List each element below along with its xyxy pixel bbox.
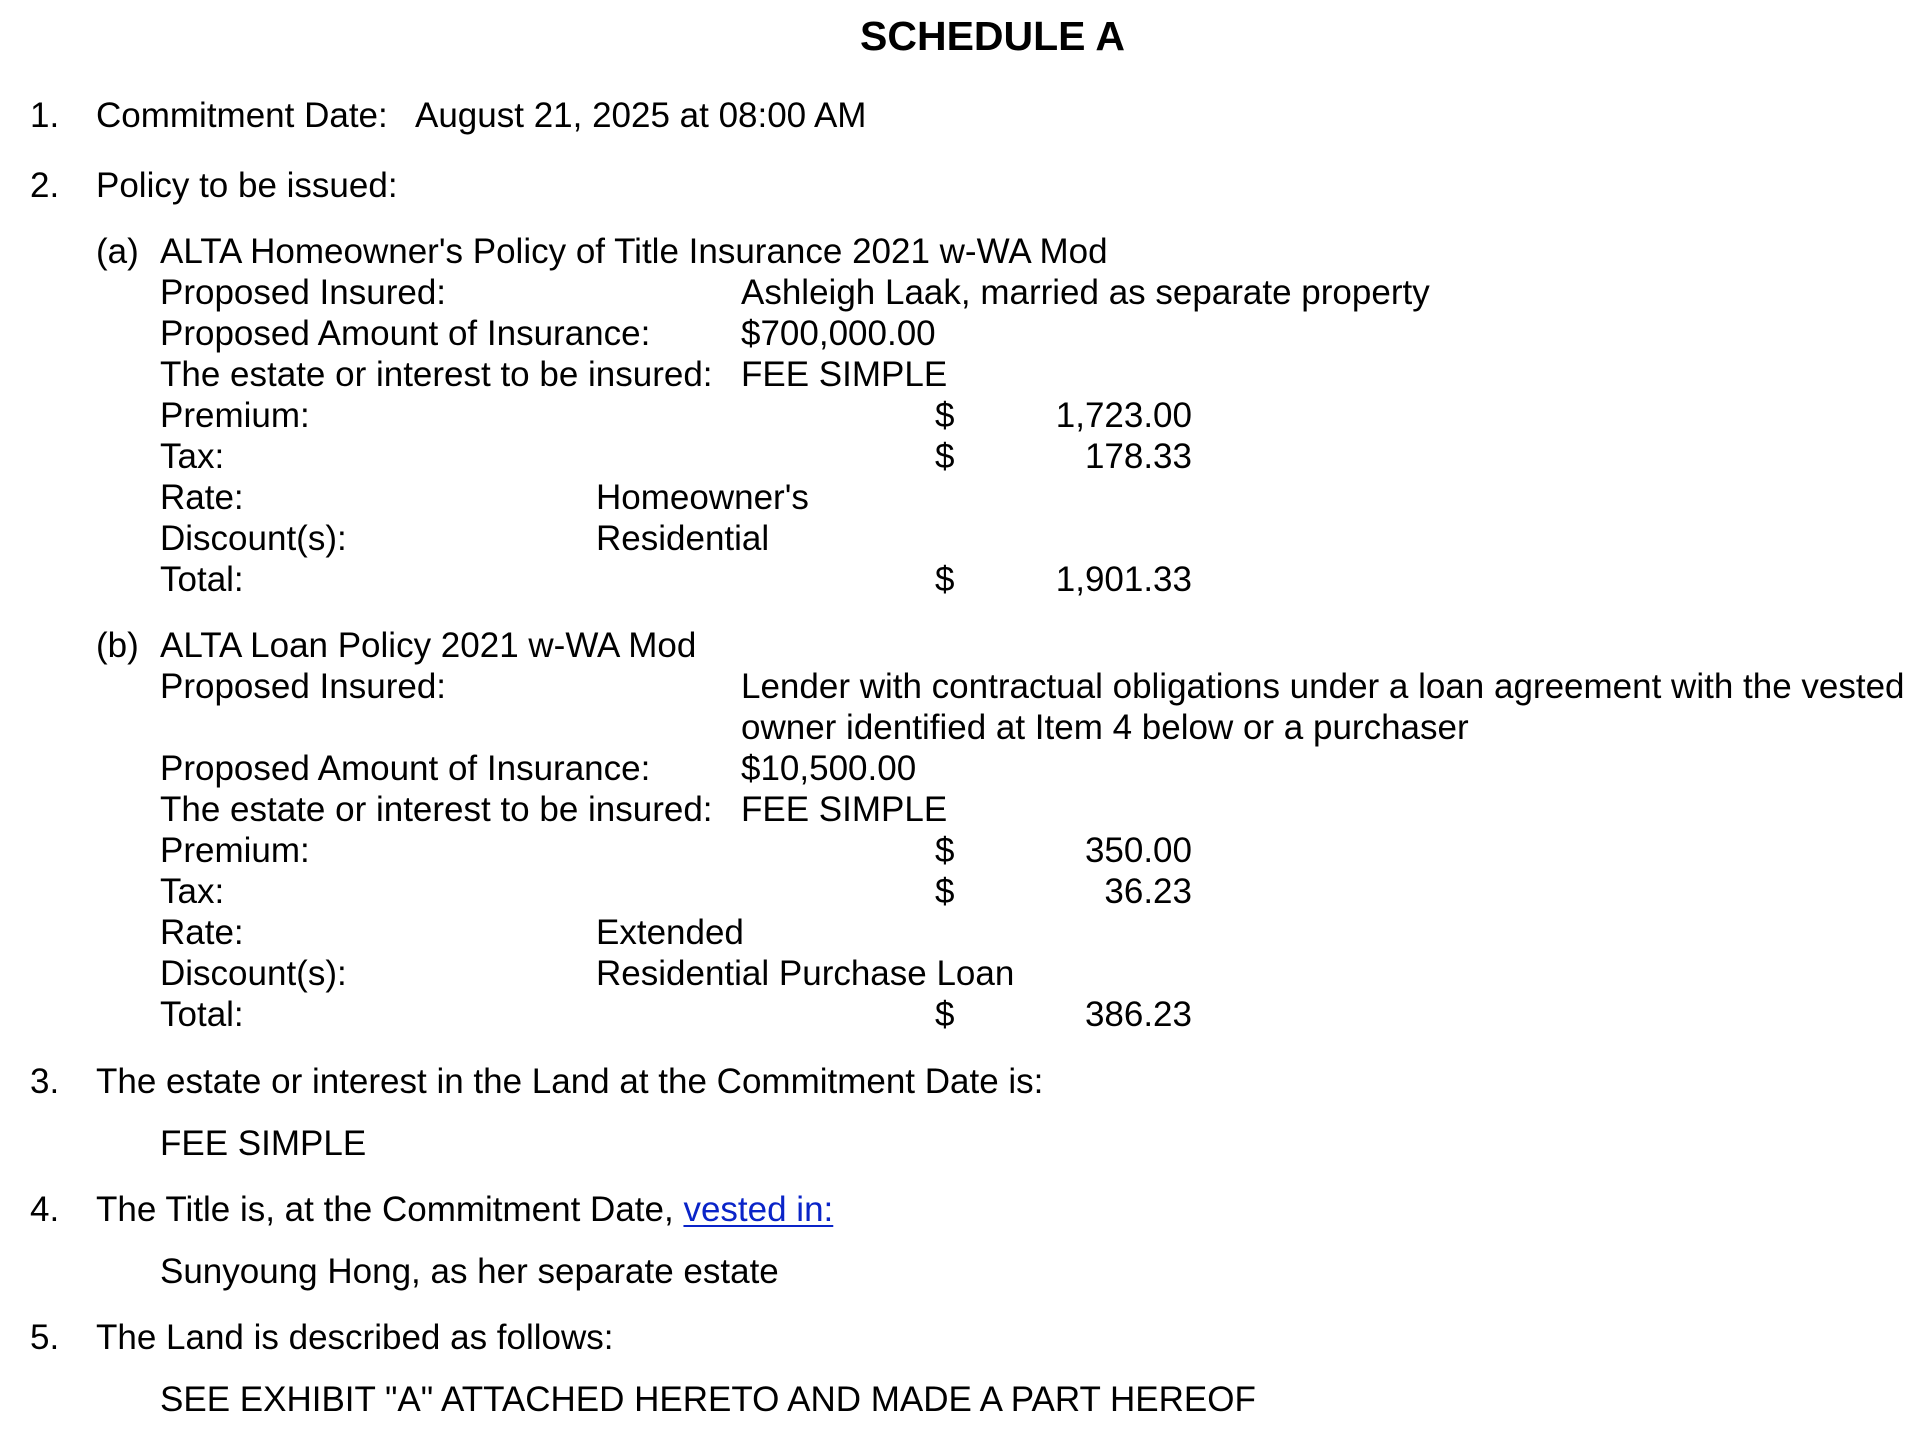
item-4-number: 4. (30, 1190, 60, 1229)
policy-a-tax-currency: $ (935, 437, 955, 476)
policy-a-amount-label: Proposed Amount of Insurance: (160, 314, 651, 353)
policy-b-discount-value: Residential Purchase Loan (596, 954, 1015, 993)
policy-b-total-label: Total: (160, 995, 244, 1034)
policy-b-name: ALTA Loan Policy 2021 w-WA Mod (160, 626, 697, 665)
estate-in-land-label: The estate or interest in the Land at the Commitment Date is: (96, 1062, 1044, 1101)
policy-a-discount-label: Discount(s): (160, 519, 347, 558)
policy-a-proposed-insured-value: Ashleigh Laak, married as separate property (741, 273, 1430, 312)
title-vested-label: The Title is, at the Commitment Date, (96, 1190, 674, 1229)
policy-b-premium-label: Premium: (160, 831, 310, 870)
policy-a-premium-currency: $ (935, 396, 955, 435)
vested-owner-value: Sunyoung Hong, as her separate estate (160, 1252, 779, 1291)
policy-to-be-issued-label: Policy to be issued: (96, 166, 398, 205)
policy-b-premium-currency: $ (935, 831, 955, 870)
item-5-number: 5. (30, 1318, 60, 1357)
policy-b-amount-label: Proposed Amount of Insurance: (160, 749, 651, 788)
policy-b-proposed-insured-label: Proposed Insured: (160, 667, 447, 706)
policy-a-letter: (a) (96, 232, 139, 271)
policy-b-rate-label: Rate: (160, 913, 244, 952)
commitment-date-value: August 21, 2025 at 08:00 AM (415, 96, 867, 135)
policy-b-tax-label: Tax: (160, 872, 225, 911)
policy-b-total-currency: $ (935, 995, 955, 1034)
land-description-label: The Land is described as follows: (96, 1318, 614, 1357)
vested-in-link[interactable]: vested in: (683, 1190, 834, 1229)
policy-b-amount-value: $10,500.00 (741, 749, 917, 788)
policy-a-tax-value: 178.33 (1084, 437, 1192, 476)
policy-a-premium-label: Premium: (160, 396, 310, 435)
policy-a-proposed-insured-label: Proposed Insured: (160, 273, 447, 312)
policy-b-rate-value: Extended (596, 913, 744, 952)
page-title: SCHEDULE A (860, 13, 1125, 59)
item-3-number: 3. (30, 1062, 60, 1101)
policy-a-tax-label: Tax: (160, 437, 225, 476)
land-description-value: SEE EXHIBIT "A" ATTACHED HERETO AND MADE A PART HEREOF (160, 1380, 1256, 1419)
policy-b-estate-value: FEE SIMPLE (741, 790, 948, 829)
policy-a-discount-value: Residential (596, 519, 770, 558)
policy-b-premium-value: 350.00 (1084, 831, 1192, 870)
estate-in-land-value: FEE SIMPLE (160, 1124, 367, 1163)
item-2-number: 2. (30, 166, 60, 205)
policy-b-proposed-insured-line-1: Lender with contractual obligations under a loan agreement with the vested (741, 667, 1905, 706)
policy-a-premium-value: 1,723.00 (1055, 396, 1192, 435)
policy-b-discount-label: Discount(s): (160, 954, 347, 993)
policy-b-tax-currency: $ (935, 872, 955, 911)
policy-a-name: ALTA Homeowner's Policy of Title Insurance 2021 w-WA Mod (160, 232, 1108, 271)
policy-a-total-value: 1,901.33 (1055, 560, 1192, 599)
policy-b-total-value: 386.23 (1084, 995, 1192, 1034)
policy-a-estate-value: FEE SIMPLE (741, 355, 948, 394)
policy-a-estate-label: The estate or interest to be insured: (160, 355, 713, 394)
commitment-date-label: Commitment Date: (96, 96, 388, 135)
policy-a-rate-value: Homeowner's (596, 478, 809, 517)
policy-a-rate-label: Rate: (160, 478, 244, 517)
title-vested-line (96, 1190, 833, 1230)
policy-b-tax-value: 36.23 (1104, 872, 1192, 911)
policy-a-amount-value: $700,000.00 (741, 314, 936, 353)
policy-b-letter: (b) (96, 626, 139, 665)
policy-b-proposed-insured-line-2: owner identified at Item 4 below or a purchaser (741, 708, 1469, 747)
item-1-number: 1. (30, 96, 60, 135)
policy-a-total-label: Total: (160, 560, 244, 599)
policy-a-total-currency: $ (935, 560, 955, 599)
policy-b-estate-label: The estate or interest to be insured: (160, 790, 713, 829)
